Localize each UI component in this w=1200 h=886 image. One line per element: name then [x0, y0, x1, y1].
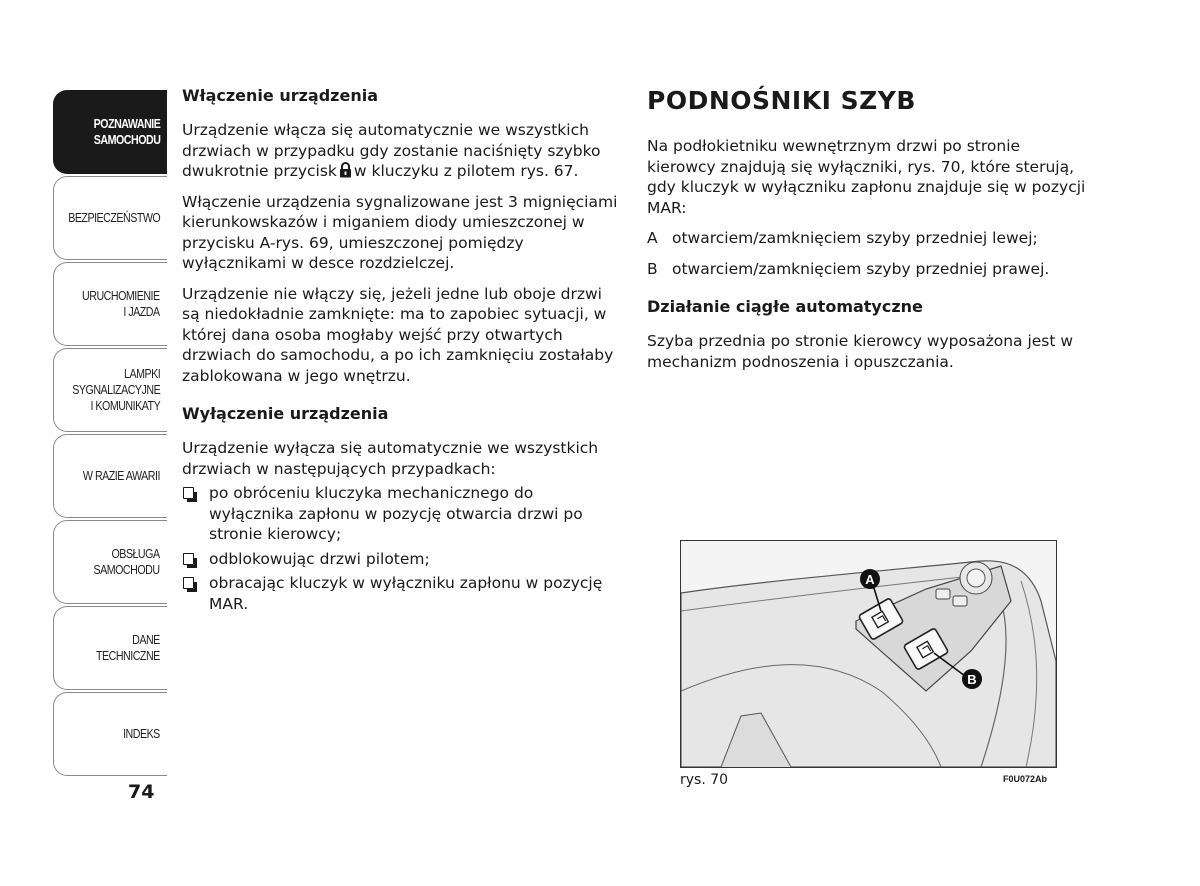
list-item [182, 573, 622, 614]
tab-label: INDEKS [123, 726, 160, 741]
list-item-text: obracając kluczyk w wyłączniku zapłonu w pozycję MAR. [209, 574, 603, 613]
list-item-text: po obróceniu kluczyka mechanicznego do wyłącznika zapłonu w pozycję otwarcia drzwi po stronie kierowcy; [209, 484, 583, 543]
tab-dane-techniczne[interactable] [53, 606, 167, 690]
list-item-a [647, 228, 1087, 249]
chapter-tabs [53, 90, 167, 778]
tab-uruchomienie-i-jazda[interactable] [53, 262, 167, 346]
tab-indeks[interactable] [53, 692, 167, 776]
paragraph-auto: Szyba przednia po stronie kierowcy wyposażona jest w mechanizm podnoszenia i opuszczania. [647, 332, 1074, 371]
paragraph-signal: Włączenie urządzenia sygnalizowane jest 3 mignięciami kierunkowskazów i miganiem diody umieszczonej w przycisku A-rys. 69, umieszczonej pomiędzy wyłącznikami w desce rozdzielczej. [182, 192, 618, 272]
window-switch-figure [680, 540, 1057, 768]
tab-lampki-sygnalizacyjne[interactable] [53, 348, 167, 432]
tab-label: DANE TECHNICZNE [96, 632, 160, 663]
item-letter: B [647, 259, 658, 278]
lock-icon [339, 162, 352, 178]
list-item-text: odblokowując drzwi pilotem; [209, 549, 430, 568]
tab-bezpieczenstwo[interactable] [53, 176, 167, 260]
tab-label: LAMPKI SYGNALIZACYJNE I KOMUNIKATY [72, 366, 160, 413]
section-heading-enable: Włączenie urządzenia [182, 86, 379, 105]
item-text: otwarciem/zamknięciem szyby przedniej lewej; [672, 229, 1038, 247]
tab-poznawanie-samochodu[interactable] [53, 90, 167, 174]
tab-label: POZNAWANIE SAMOCHODU [93, 116, 160, 147]
paragraph-enable [182, 120, 622, 182]
paragraph-disable: Urządzenie wyłącza się automatycznie we wszystkich drzwiach w następujących przypadkach: [182, 439, 599, 478]
list-item [182, 483, 622, 545]
figure-caption: rys. 70 [680, 772, 729, 788]
checkbox-bullet-icon [183, 577, 194, 589]
label-b: B [967, 672, 977, 687]
item-letter: A [647, 229, 658, 247]
section-heading-disable: Wyłączenie urządzenia [182, 404, 389, 423]
figure-code: F0U072Ab [1003, 774, 1048, 784]
page-number: 74 [128, 781, 155, 803]
bullet-list [182, 483, 622, 614]
left-column [182, 86, 622, 618]
label-a: A [865, 572, 875, 587]
section-heading-auto: Działanie ciągłe automatyczne [647, 297, 923, 316]
item-text: otwarciem/zamknięciem szyby przedniej prawej. [672, 259, 1050, 278]
tab-label: URUCHOMIENIE I JAZDA [82, 288, 160, 319]
right-column [647, 86, 1087, 382]
tab-w-razie-awarii[interactable] [53, 434, 167, 518]
window-switch-illustration [681, 541, 1056, 767]
tab-label: BEZPIECZEŃSTWO [67, 210, 160, 225]
checkbox-bullet-icon [183, 487, 194, 499]
tab-label: W RAZIE AWARII [82, 468, 160, 483]
paragraph-intro: Na podłokietniku wewnętrznym drzwi po stronie kierowcy znajdują się wyłączniki, rys. 70, które sterują, gdy kluczyk w wyłączniku zapłonu znajduje się w pozycji MAR: [647, 137, 1086, 217]
list-item [182, 549, 622, 570]
tab-obsluga-samochodu[interactable] [53, 520, 167, 604]
checkbox-bullet-icon [183, 553, 194, 565]
paragraph-not-enable: Urządzenie nie włączy się, jeżeli jedne lub oboje drzwi są niedokładnie zamknięte: ma to zapobiec sytuacji, w której dana osoba mogłaby wejść przy otwartych drzwiach do samochodu, a po ich zamknięciu zostałaby zablokowana w jego wnętrzu. [182, 284, 614, 385]
paragraph-text: Urządzenie włącza się automatycznie we wszystkich drzwiach w przypadku gdy zostanie naciśnięty szybko dwukrotnie przycisk [182, 121, 601, 180]
paragraph-text: w kluczyku z pilotem rys. 67. [353, 162, 579, 180]
tab-label: OBSŁUGA SAMOCHODU [93, 546, 160, 577]
page-title: PODNOŚNIKI SZYB [647, 86, 916, 115]
list-item-b [647, 259, 1087, 280]
